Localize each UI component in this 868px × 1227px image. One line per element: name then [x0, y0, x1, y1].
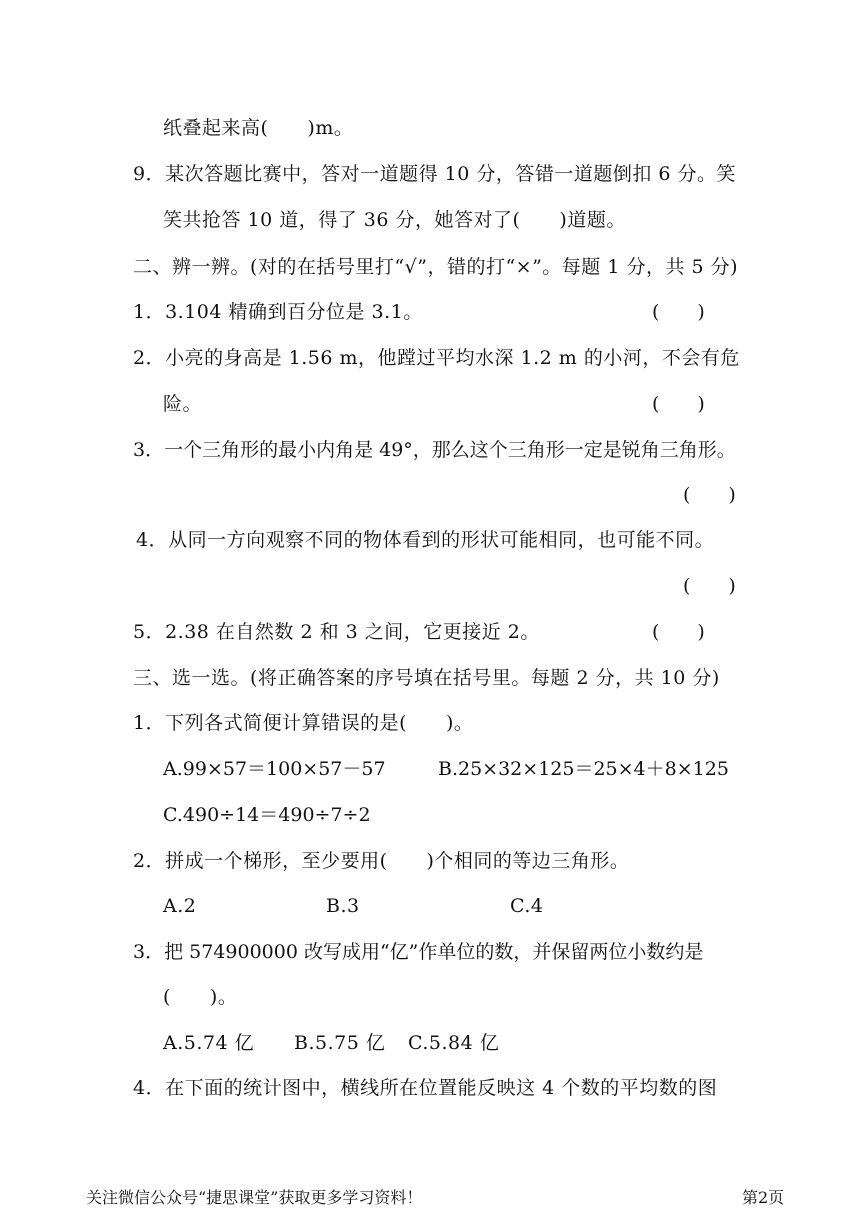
judge-q4-answer-paren: ( ) — [683, 575, 736, 597]
judge-q2-line2: 险。 — [163, 393, 203, 415]
choice-q1-option-c: C.490÷14＝490÷7÷2 — [163, 804, 371, 826]
choice-q3-line2: ( )。 — [163, 986, 238, 1008]
choice-q4-line1: 4．在下面的统计图中，横线所在位置能反映这 4 个数的平均数的图 — [133, 1077, 718, 1099]
q9-line2: 笑共抢答 10 道，得了 36 分，她答对了( )道题。 — [163, 209, 626, 231]
judge-q3: 3．一个三角形的最小内角是 49°，那么这个三角形一定是锐角三角形。 — [133, 439, 736, 461]
choice-q2: 2．拼成一个梯形，至少要用( )个相同的等边三角形。 — [133, 850, 630, 872]
choice-q3-line1: 3．把 574900000 改写成用“亿”作单位的数，并保留两位小数约是 — [133, 941, 704, 963]
q8-continuation: 纸叠起来高( )m。 — [163, 117, 354, 139]
judge-q3-answer-paren: ( ) — [683, 484, 736, 506]
section2-heading: 二、辨一辨。(对的在括号里打“√”，错的打“×”。每题 1 分，共 5 分) — [133, 256, 739, 278]
choice-q2-option-a: A.2 — [163, 895, 197, 917]
judge-q4: 4．从同一方向观察不同的物体看到的形状可能相同，也可能不同。 — [136, 529, 715, 551]
judge-q1: 1．3.104 精确到百分位是 3.1。 — [133, 301, 423, 323]
choice-q3-option-b: B.5.75 亿 — [294, 1032, 386, 1054]
choice-q3-option-a: A.5.74 亿 — [163, 1032, 255, 1054]
choice-q2-option-c: C.4 — [510, 895, 544, 917]
q9-line1: 9．某次答题比赛中，答对一道题得 10 分，答错一道题倒扣 6 分。笑 — [133, 163, 737, 185]
section3-heading: 三、选一选。(将正确答案的序号填在括号里。每题 2 分，共 10 分) — [133, 667, 720, 689]
choice-q3-option-c: C.5.84 亿 — [408, 1032, 500, 1054]
page-number: 第2页 — [742, 1188, 785, 1207]
judge-q5: 5．2.38 在自然数 2 和 3 之间，它更接近 2。 — [133, 621, 540, 643]
choice-q1: 1．下列各式简便计算错误的是( )。 — [133, 712, 474, 734]
footer-promo-text: 关注微信公众号“捷思课堂”获取更多学习资料！ — [86, 1188, 423, 1207]
choice-q2-option-b: B.3 — [326, 895, 360, 917]
judge-q5-answer-paren: ( ) — [652, 621, 705, 643]
choice-q1-option-a: A.99×57＝100×57－57 — [163, 758, 386, 780]
choice-q1-option-b: B.25×32×125＝25×4＋8×125 — [438, 758, 729, 780]
judge-q2-answer-paren: ( ) — [652, 393, 705, 415]
judge-q2-line1: 2．小亮的身高是 1.56 m，他蹚过平均水深 1.2 m 的小河，不会有危 — [133, 347, 740, 369]
judge-q1-answer-paren: ( ) — [652, 301, 705, 323]
